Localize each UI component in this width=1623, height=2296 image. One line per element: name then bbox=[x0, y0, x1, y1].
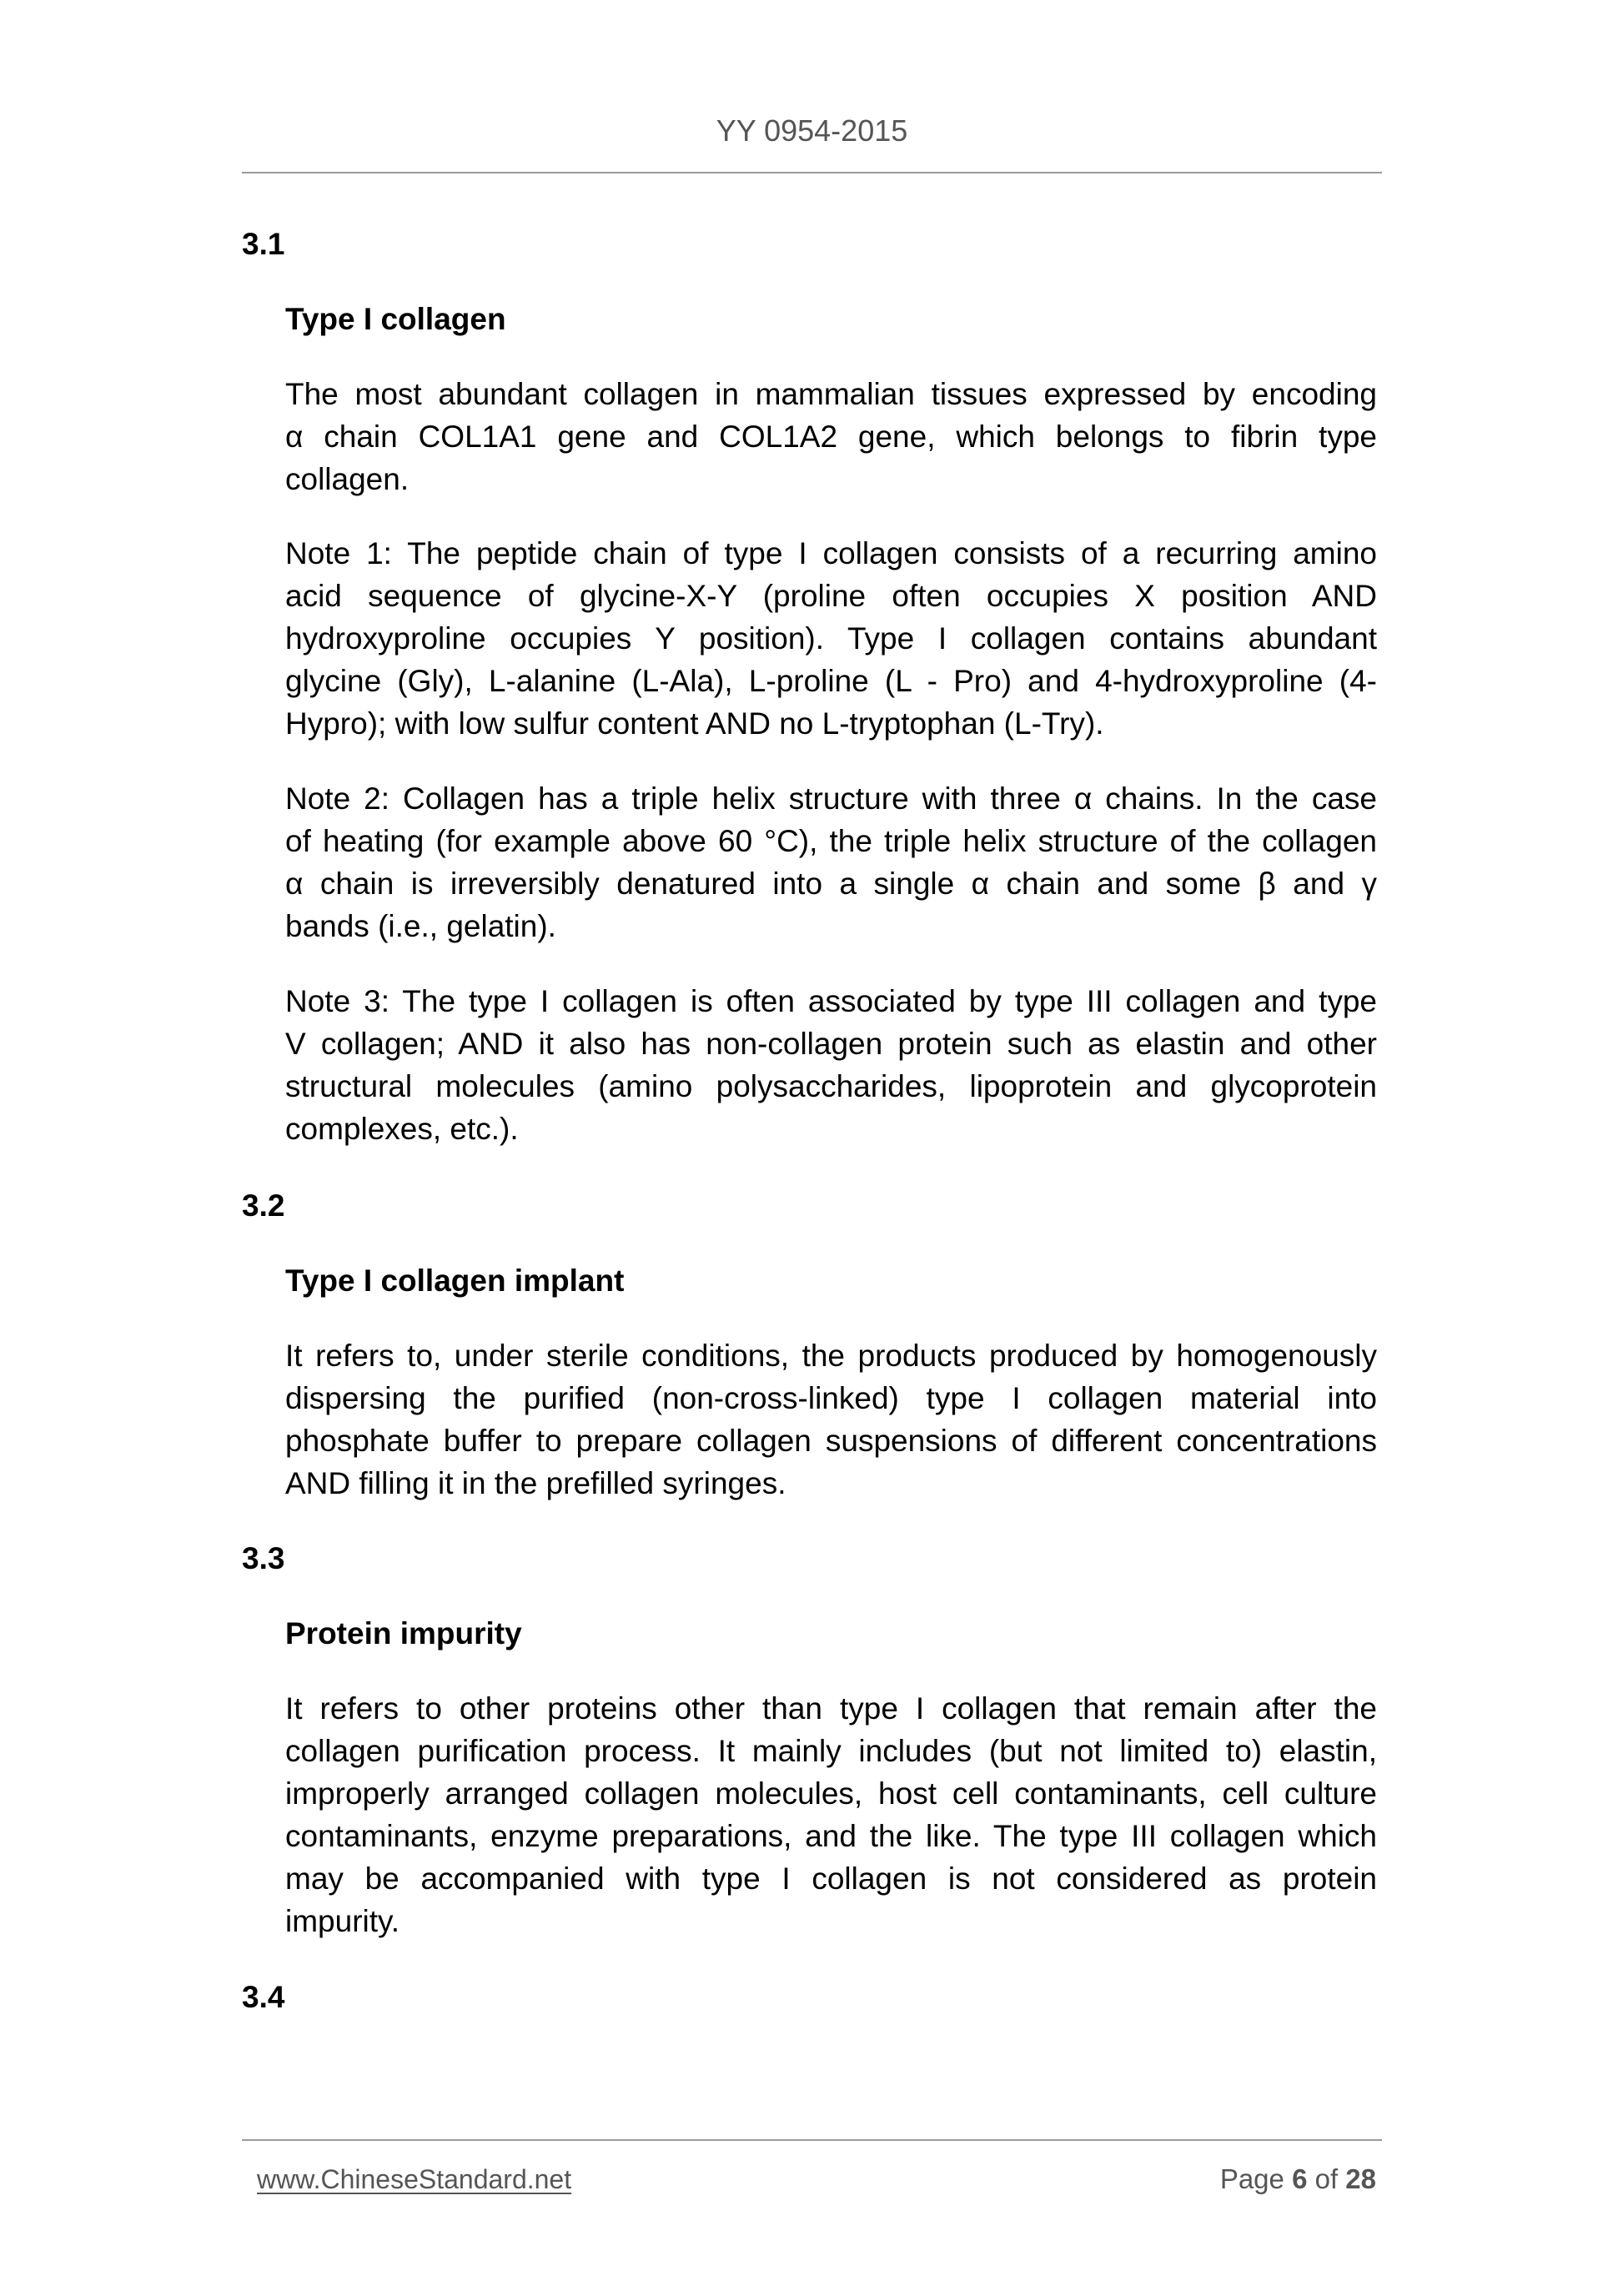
page-separator: of bbox=[1307, 2163, 1346, 2194]
page-number bbox=[1220, 2163, 1376, 2196]
section-number-3-3: 3.3 bbox=[242, 1541, 285, 1575]
text-line: It refers to, under sterile conditions, the products produced by homogenously bbox=[285, 1339, 1377, 1373]
text-line: collagen. bbox=[285, 462, 410, 496]
document-code-header: YY 0954-2015 bbox=[716, 113, 908, 148]
text-line: may be accompanied with type I collagen is not considered as protein bbox=[285, 1861, 1377, 1896]
section-title-type-i-collagen-implant: Type I collagen implant bbox=[285, 1264, 625, 1298]
text-line: It refers to other proteins other than type I collagen that remain after the bbox=[285, 1691, 1377, 1726]
text-line: Note 1: The peptide chain of type I collagen consists of a recurring amino bbox=[285, 536, 1377, 570]
text-line: V collagen; AND it also has non-collagen protein such as elastin and other bbox=[285, 1027, 1377, 1061]
header-divider bbox=[242, 172, 1382, 173]
text-line: Hypro); with low sulfur content AND no L-tryptophan (L-Try). bbox=[285, 706, 1104, 741]
text-line: Note 3: The type I collagen is often associated by type III collagen and type bbox=[285, 984, 1377, 1018]
text-line: hydroxyproline occupies Y position). Type I collagen contains abundant bbox=[285, 621, 1377, 656]
text-line: contaminants, enzyme preparations, and the like. The type III collagen which bbox=[285, 1819, 1377, 1853]
note-2-paragraph bbox=[285, 777, 1377, 947]
text-line: complexes, etc.). bbox=[285, 1112, 519, 1146]
section-number-3-1: 3.1 bbox=[242, 227, 285, 261]
section-number-3-4: 3.4 bbox=[242, 1980, 285, 2014]
text-line: The most abundant collagen in mammalian tissues expressed by encoding bbox=[285, 377, 1377, 411]
text-line: AND filling it in the prefilled syringes. bbox=[285, 1466, 786, 1500]
text-line: glycine (Gly), L-alanine (L-Ala), L-proline (L - Pro) and 4-hydroxyproline (4- bbox=[285, 664, 1377, 698]
page-current: 6 bbox=[1292, 2163, 1308, 2194]
text-line: improperly arranged collagen molecules, host cell contaminants, cell culture bbox=[285, 1776, 1377, 1811]
text-line: dispersing the purified (non-cross-linked) type I collagen material into bbox=[285, 1381, 1377, 1415]
text-line: α chain is irreversibly denatured into a single α chain and some β and γ bbox=[285, 867, 1377, 901]
text-line: of heating (for example above 60 °C), the triple helix structure of the collagen bbox=[285, 824, 1377, 858]
page-total: 28 bbox=[1345, 2163, 1376, 2194]
section-title-protein-impurity: Protein impurity bbox=[285, 1616, 522, 1650]
text-line: Note 2: Collagen has a triple helix structure with three α chains. In the case bbox=[285, 781, 1377, 816]
footer-divider bbox=[242, 2139, 1382, 2141]
note-3-paragraph bbox=[285, 980, 1377, 1150]
text-line: impurity. bbox=[285, 1904, 400, 1938]
text-line: collagen purification process. It mainly includes (but not limited to) elastin, bbox=[285, 1734, 1377, 1768]
text-line: structural molecules (amino polysaccharides, lipoprotein and glycoprotein bbox=[285, 1069, 1377, 1103]
section-title-type-i-collagen: Type I collagen bbox=[285, 302, 506, 336]
text-line: bands (i.e., gelatin). bbox=[285, 909, 556, 943]
definition-paragraph bbox=[285, 373, 1377, 500]
website-link[interactable]: www.ChineseStandard.net bbox=[257, 2164, 572, 2194]
text-line: α chain COL1A1 gene and COL1A2 gene, which belongs to fibrin type bbox=[285, 420, 1377, 454]
definition-paragraph bbox=[285, 1687, 1377, 1942]
text-line: phosphate buffer to prepare collagen suspensions of different concentrations bbox=[285, 1424, 1377, 1458]
note-1-paragraph bbox=[285, 532, 1377, 745]
page-prefix: Page bbox=[1219, 2163, 1293, 2194]
section-number-3-2: 3.2 bbox=[242, 1188, 285, 1223]
text-line: acid sequence of glycine-X-Y (proline often occupies X position AND bbox=[285, 579, 1377, 613]
definition-paragraph bbox=[285, 1334, 1377, 1505]
